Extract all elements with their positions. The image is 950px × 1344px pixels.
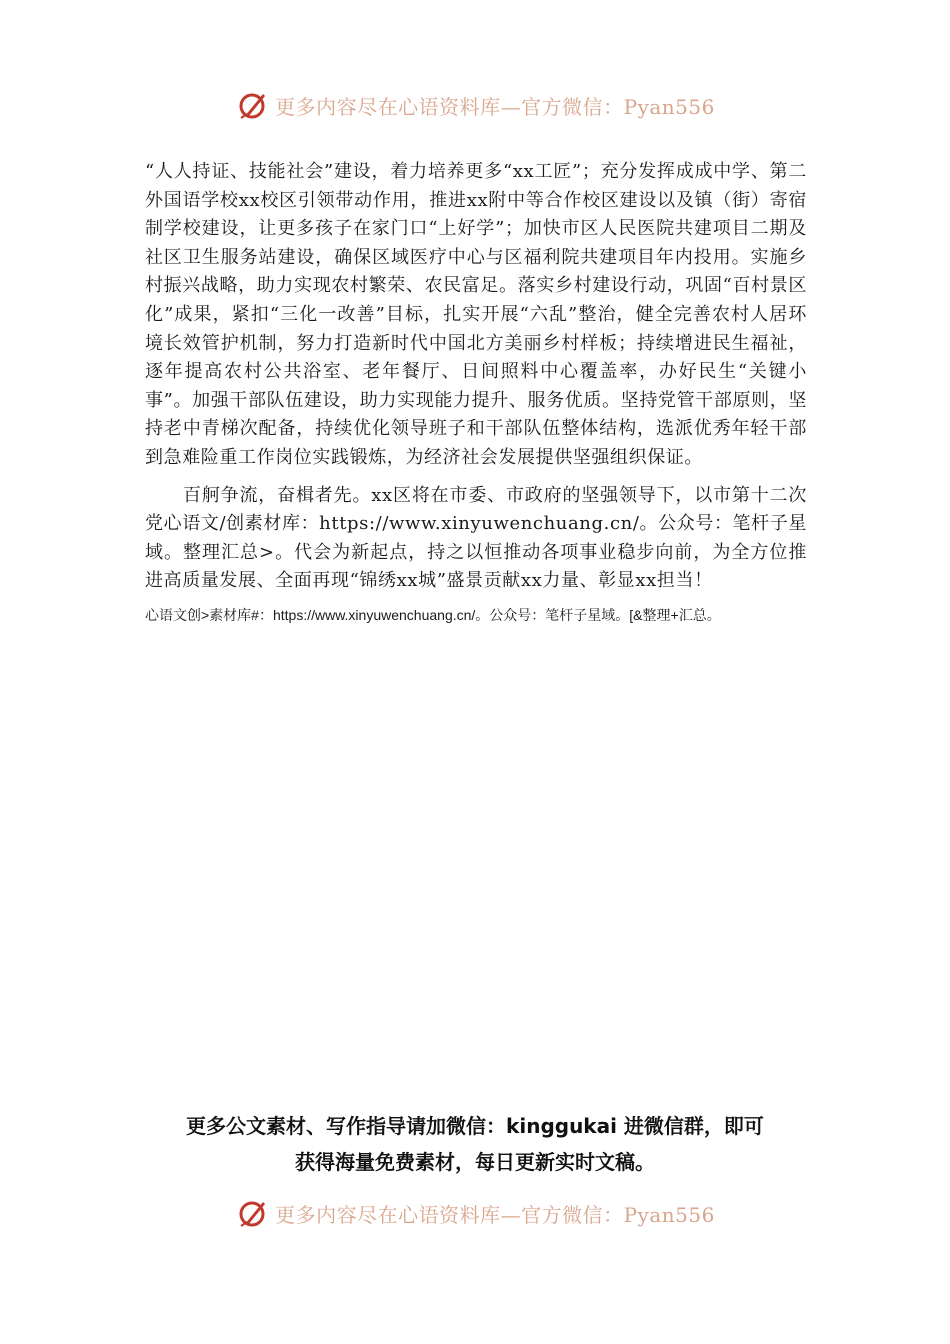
header-banner — [0, 80, 950, 130]
footer-banner — [0, 1188, 950, 1238]
promo-line-2: 获得海量免费素材，每日更新实时文稿。 — [295, 1150, 655, 1174]
promo-line-1: 更多公文素材、写作指导请加微信：kinggukai 进微信群，即可 — [186, 1114, 764, 1138]
promo-message — [0, 1108, 950, 1180]
paragraph-2: 百舸争流，奋楫者先。xx区将在市委、市政府的坚强领导下，以市第十二次党心语文/创素材库：https://www.xinyuwenchuang.cn/。公众号：笔杆子星域。整理汇总>。代会为新起点，持之以恒推动各项事业稳步向前，为全方位推进高质量发展、全面再现“锦绣xx城”盛景贡献xx力量、彰显xx担当！ — [145, 484, 807, 592]
document-body — [145, 158, 807, 626]
header-banner-text: 更多内容尽在心语资料库—官方微信：Pyan556 — [275, 94, 715, 119]
paragraph-1: “人人持证、技能社会”建设，着力培养更多“xx工匠”；充分发挥成成中学、第二外国语学校xx校区引领带动作用，推进xx附中等合作校区建设以及镇（街）寄宿制学校建设，让更多孩子在家门口“上好学”；加快市区人民医院共建项目二期及社区卫生服务站建设，确保区域医疗中心与区福利院共建项目年内投用。实施乡村振兴战略，助力实现农村繁荣、农民富足。落实乡村建设行动，巩固“百村景区化”成果，紧扣“三化一改善”目标，扎实开展“六乱”整治，健全完善农村人居环境长效管护机制，努力打造新时代中国北方美丽乡村样板；持续增进民生福祉，逐年提高农村公共浴室、老年餐厅、日间照料中心覆盖率，办好民生“关键小事”。加强干部队伍建设，助力实现能力提升、服务优质。坚持党管干部原则，坚持老中青梯次配备，持续优化领导班子和干部队伍整体结构，选派优秀年轻干部到急难险重工作岗位实践锻炼，为经济社会发展提供坚强组织保证。 — [145, 161, 807, 468]
pen-quill-circle-icon — [235, 1196, 269, 1230]
pen-quill-circle-icon — [235, 88, 269, 122]
footer-banner-text: 更多内容尽在心语资料库—官方微信：Pyan556 — [275, 1202, 715, 1227]
source-note: 心语文创>素材库#：https://www.xinyuwenchuang.cn/。公众号：笔杆子星域。[&整理+汇总。 — [145, 606, 721, 623]
